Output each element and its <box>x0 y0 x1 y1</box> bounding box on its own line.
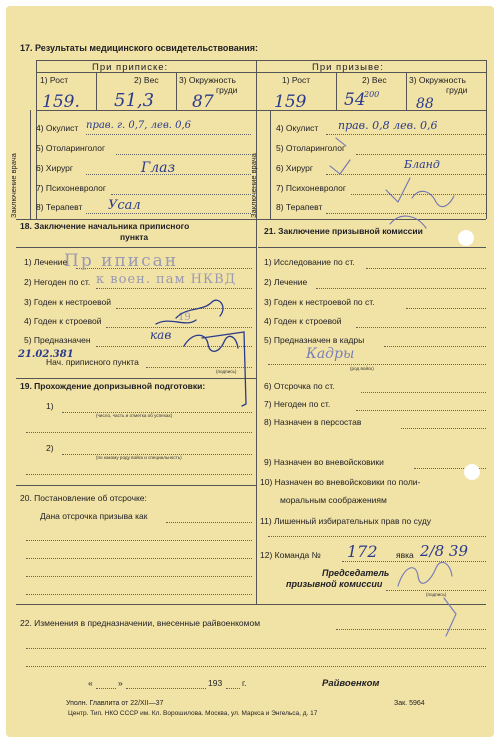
s21-item-7: 7) Негоден по ст. <box>264 399 331 409</box>
s21-branch-caption: (род войск) <box>350 366 374 371</box>
left-surgeon-note: Глаз <box>141 160 176 176</box>
left-weight-value: 51,3 <box>114 90 155 111</box>
s19-item-1: 1) <box>46 401 54 411</box>
s21-arrival-date: 2/8 39 <box>420 542 468 560</box>
s18-title: 18. Заключение начальника приписного <box>20 221 190 231</box>
left-ent-label: 5) Отоларинголог <box>36 143 106 153</box>
right-height-label: 1) Рост <box>282 75 311 85</box>
right-surgeon-label: 6) Хирург <box>276 163 313 173</box>
left-height-value: 159. <box>42 92 80 112</box>
s21-item-1: 1) Исследование по ст. <box>264 257 355 267</box>
right-weight-small-value: 200 <box>364 90 380 99</box>
left-therapist-note: Усал <box>108 198 141 213</box>
s21-branch-note: Кадры <box>306 346 355 362</box>
left-surgeon-label: 6) Хирург <box>36 163 73 173</box>
s18-stamp-line-2: к воен. пам НКВД <box>96 272 237 287</box>
s18-title-2: пункта <box>120 232 149 242</box>
footer-line-1: Уполн. Главлита от 22/XII—37 <box>66 700 164 707</box>
s21-chairman-1: Председатель <box>322 568 390 578</box>
s18-item-treatment: 1) Лечение <box>24 257 68 267</box>
s21-item-11: 11) Лишенный избирательных прав по суду <box>260 516 432 526</box>
left-vertical-label: Заключение врача <box>9 153 18 218</box>
s18-signature-caption: (подпись) <box>216 369 237 374</box>
right-column-marks <box>330 138 454 228</box>
footer-line-2: Центр. Тип. НКО СССР им. Кл. Ворошилова. Москва, ул. Маркса и Энгельса, д. 17 <box>68 710 318 717</box>
s18-item-noncombat: 3) Годен к нестроевой <box>24 297 111 307</box>
s21-item-8: 8) Назначен в персостав <box>264 417 362 427</box>
s19-caption-2: (по какому роду войск и специальность) <box>96 455 182 460</box>
s21-item-10b: моральным соображениям <box>280 495 387 505</box>
footer-year: 193 <box>208 678 223 688</box>
right-weight-value: 54 <box>344 90 366 110</box>
s21-chairman-signature <box>398 562 456 636</box>
right-therapist-label: 8) Терапевт <box>276 202 323 212</box>
s17-title: 17. Результаты медицинского освидетельствования: <box>20 43 258 53</box>
conscription-card <box>6 6 494 737</box>
left-therapist-label: 8) Терапевт <box>36 202 83 212</box>
s21-item-6: 6) Отсрочка по ст. <box>264 381 335 391</box>
left-oculist-note: прав. г. 0,7, лев. 0,6 <box>86 120 192 131</box>
s20-line-text: Дана отсрочка призыва как <box>40 511 148 521</box>
right-oculist-label: 4) Окулист <box>276 123 319 133</box>
s21-item-3: 3) Годен к нестроевой по ст. <box>264 297 375 307</box>
right-oculist-note: прав. 0,8 лев. 0,6 <box>338 119 438 132</box>
punch-hole-top <box>458 230 474 246</box>
left-oculist-label: 4) Окулист <box>36 123 79 133</box>
s18-item-assigned: 5) Предназначен <box>24 335 91 345</box>
left-height-label: 1) Рост <box>40 75 69 85</box>
right-chest-value: 88 <box>416 96 434 112</box>
footer-year-suffix: г. <box>242 678 247 688</box>
left-weight-label: 2) Вес <box>134 75 159 85</box>
punch-hole-bottom <box>464 464 480 480</box>
s18-item-combat: 4) Годен к строевой <box>24 316 102 326</box>
s19-title: 19. Прохождение допризывной подготовки: <box>20 381 206 391</box>
s18-date: 21.02.381 <box>18 349 74 360</box>
left-neuro-label: 7) Психоневролог <box>36 183 106 193</box>
s18-stamp-line-1: Пр иписан <box>64 251 179 271</box>
footer-order: Зак. 5964 <box>394 700 425 707</box>
left-chest-value: 87 <box>192 92 214 112</box>
s21-item-5: 5) Предназначен в кадры <box>264 335 365 345</box>
s18-signature-scribble <box>156 300 246 406</box>
s21-signature-caption: (подпись) <box>426 592 447 597</box>
right-chest-label-2: груди <box>446 85 468 95</box>
s21-item-9: 9) Назначен во вневойсковики <box>264 457 384 467</box>
right-weight-label: 2) Вес <box>362 75 387 85</box>
s21-item-10: 10) Назначен во вневойсковики по поли- <box>260 477 421 487</box>
right-vertical-label: Заключение врача <box>249 153 258 218</box>
s19-caption-1: (число, часть и отметка об успехах) <box>96 413 173 418</box>
s21-item-12: 12) Команда № <box>260 550 321 560</box>
s18-assign-note: кав <box>150 328 172 342</box>
s19-item-2: 2) <box>46 443 54 453</box>
handwriting-overlay <box>6 6 494 737</box>
s22-title: 22. Изменения в предназначении, внесенные райвоенкомом <box>20 618 261 628</box>
footer-date-prefix: « <box>88 678 93 688</box>
s21-chairman-2: призывной комиссии <box>286 579 383 589</box>
s21-item-2: 2) Лечение <box>264 277 308 287</box>
s21-item-4: 4) Годен к строевой <box>264 316 342 326</box>
s21-arrival-label: явка <box>396 550 414 560</box>
right-surgeon-note: Бланд <box>404 158 440 171</box>
footer-date-mid: » <box>118 678 123 688</box>
left-chest-label: 3) Окружность <box>179 75 236 85</box>
s21-title: 21. Заключение призывной комиссии <box>264 226 423 236</box>
right-height-value: 159 <box>274 92 307 112</box>
right-chest-label: 3) Окружность <box>409 75 466 85</box>
s18-chief-label: Нач. приписного пункта <box>46 357 139 367</box>
s18-stamp-year: 19 <box>178 312 191 323</box>
right-header: При призыве: <box>312 62 384 73</box>
s20-title: 20. Постановление об отсрочке: <box>20 493 147 503</box>
right-ent-label: 5) Отоларинголог <box>276 143 346 153</box>
footer-voenkom: Райвоенком <box>322 678 380 689</box>
left-chest-label-2: груди <box>216 85 238 95</box>
right-neuro-label: 7) Психоневролог <box>276 183 346 193</box>
s18-item-unfit: 2) Негоден по ст. <box>24 277 91 287</box>
s21-team-no: 172 <box>347 542 378 561</box>
left-header: При приписке: <box>92 62 169 73</box>
